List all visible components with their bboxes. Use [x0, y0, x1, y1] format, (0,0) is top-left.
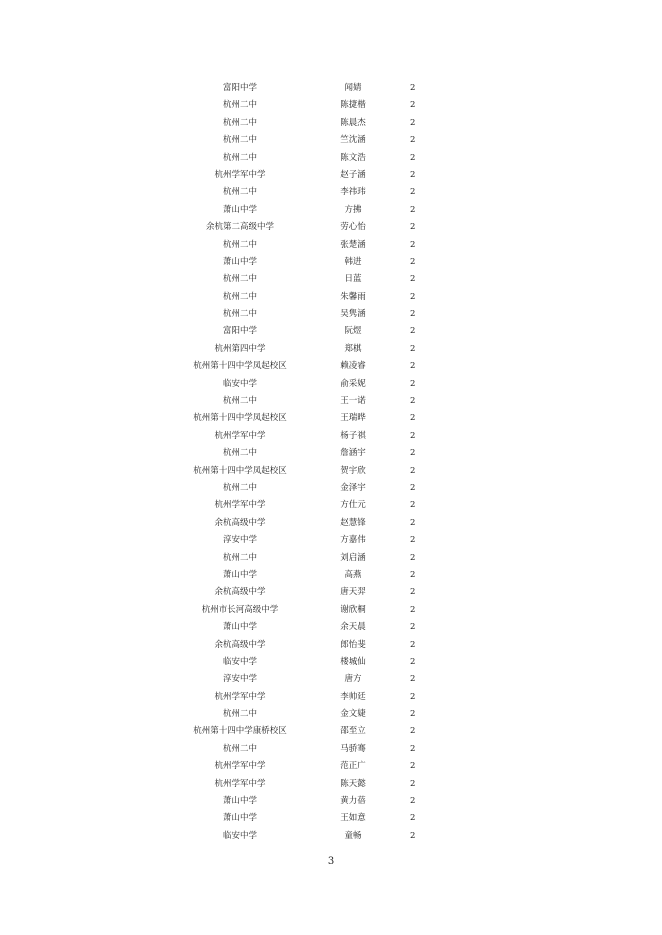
- school-cell: 杭州学军中学: [214, 778, 266, 789]
- name-cell: 金文婕: [340, 709, 366, 720]
- list-item: [0, 637, 662, 654]
- score-cell: 2: [410, 813, 416, 824]
- score-cell: 2: [410, 604, 416, 615]
- score-cell: 2: [410, 622, 416, 633]
- list-item: [0, 376, 662, 393]
- name-cell: 高燕: [344, 569, 362, 580]
- name-cell: 童畅: [344, 830, 362, 841]
- score-cell: 2: [410, 465, 416, 476]
- score-cell: 2: [410, 535, 416, 546]
- score-cell: 2: [410, 796, 416, 807]
- name-cell: 劳心怡: [340, 222, 366, 233]
- school-cell: 杭州二中: [222, 309, 258, 320]
- name-cell: 黄力蓓: [340, 796, 366, 807]
- school-cell: 临安中学: [222, 378, 258, 389]
- list-item: [0, 793, 662, 810]
- score-cell: 2: [410, 274, 416, 285]
- name-cell: 金泽宇: [340, 482, 366, 493]
- school-cell: 淳安中学: [222, 535, 258, 546]
- name-cell: 杨子祺: [340, 430, 366, 441]
- name-cell: 闻婧: [344, 83, 362, 93]
- score-cell: 2: [410, 639, 416, 650]
- school-cell: 杭州二中: [222, 448, 258, 459]
- name-cell: 王瑞晔: [340, 413, 366, 424]
- school-cell: 萧山中学: [222, 256, 258, 267]
- school-cell: 杭州二中: [222, 135, 258, 146]
- name-cell: 谢欣桐: [340, 604, 366, 615]
- score-cell: 2: [410, 709, 416, 720]
- score-cell: 2: [410, 761, 416, 772]
- list-item: [0, 567, 662, 584]
- list-item: [0, 550, 662, 567]
- school-cell: 杭州学军中学: [214, 691, 266, 702]
- score-cell: 2: [410, 343, 416, 354]
- list-item: [0, 741, 662, 758]
- name-cell: 陈文浩: [340, 152, 366, 163]
- score-cell: 2: [410, 204, 416, 215]
- list-item: [0, 410, 662, 427]
- list-item: [0, 289, 662, 306]
- score-cell: 2: [410, 326, 416, 337]
- list-item: [0, 306, 662, 323]
- list-item: [0, 393, 662, 410]
- school-cell: 余杭高级中学: [214, 639, 266, 650]
- name-cell: 詹涵宇: [340, 448, 366, 459]
- list-item: [0, 167, 662, 184]
- school-cell: 杭州二中: [222, 152, 258, 163]
- list-item: [0, 654, 662, 671]
- list-item: [0, 219, 662, 236]
- school-cell: 杭州第十四中学凤起校区: [193, 413, 287, 424]
- name-cell: 王一诺: [340, 396, 366, 407]
- score-cell: 2: [410, 291, 416, 302]
- score-cell: 2: [410, 552, 416, 563]
- results-list: [0, 80, 662, 845]
- name-cell: 李帅廷: [340, 691, 366, 702]
- school-cell: 杭州二中: [222, 239, 258, 250]
- score-cell: 2: [410, 430, 416, 441]
- list-item: [0, 723, 662, 740]
- list-item: [0, 358, 662, 375]
- school-cell: 余杭高级中学: [214, 587, 266, 598]
- score-cell: 2: [410, 413, 416, 424]
- school-cell: 杭州二中: [222, 482, 258, 493]
- list-item: [0, 671, 662, 688]
- list-item: [0, 689, 662, 706]
- school-cell: 杭州第十四中学凤起校区: [193, 361, 287, 372]
- name-cell: 陈捷楷: [340, 100, 366, 111]
- list-item: [0, 532, 662, 549]
- score-cell: 2: [410, 482, 416, 493]
- name-cell: 陈晨杰: [340, 117, 366, 128]
- school-cell: 杭州二中: [222, 274, 258, 285]
- score-cell: 2: [410, 517, 416, 528]
- name-cell: 方仕元: [340, 500, 366, 511]
- name-cell: 阮煜: [344, 326, 362, 337]
- list-item: [0, 810, 662, 827]
- score-cell: 2: [410, 778, 416, 789]
- score-cell: 2: [410, 656, 416, 667]
- score-cell: 2: [410, 830, 416, 841]
- school-cell: 淳安中学: [222, 674, 258, 685]
- list-item: [0, 706, 662, 723]
- list-item: [0, 497, 662, 514]
- school-cell: 萧山中学: [222, 204, 258, 215]
- list-item: [0, 323, 662, 340]
- list-item: [0, 758, 662, 775]
- school-cell: 余杭第二高级中学: [205, 222, 275, 233]
- list-item: [0, 428, 662, 445]
- list-item: [0, 115, 662, 132]
- list-item: [0, 619, 662, 636]
- list-item: [0, 584, 662, 601]
- name-cell: 方拂: [344, 204, 362, 215]
- list-item: [0, 271, 662, 288]
- name-cell: 楼城仙: [340, 656, 366, 667]
- score-cell: 2: [410, 726, 416, 737]
- list-item: [0, 828, 662, 845]
- school-cell: 杭州市长河高级中学: [201, 604, 279, 615]
- score-cell: 2: [410, 396, 416, 407]
- school-cell: 杭州二中: [222, 100, 258, 111]
- school-cell: 杭州学军中学: [214, 761, 266, 772]
- list-item: [0, 445, 662, 462]
- list-item: [0, 341, 662, 358]
- list-item: [0, 254, 662, 271]
- list-item: [0, 97, 662, 114]
- score-cell: 2: [410, 361, 416, 372]
- score-cell: 2: [410, 239, 416, 250]
- score-cell: 2: [410, 569, 416, 580]
- name-cell: 李祎玮: [340, 187, 366, 198]
- school-cell: 杭州二中: [222, 709, 258, 720]
- score-cell: 2: [410, 117, 416, 128]
- list-item: [0, 602, 662, 619]
- name-cell: 范正广: [340, 761, 366, 772]
- school-cell: 萧山中学: [222, 796, 258, 807]
- school-cell: 杭州二中: [222, 187, 258, 198]
- score-cell: 2: [410, 152, 416, 163]
- list-item: [0, 515, 662, 532]
- school-cell: 杭州二中: [222, 291, 258, 302]
- name-cell: 陈天懿: [340, 778, 366, 789]
- list-item: [0, 80, 662, 97]
- list-item: [0, 202, 662, 219]
- name-cell: 日蓝: [344, 274, 362, 285]
- name-cell: 朱馨雨: [340, 291, 366, 302]
- name-cell: 赵慧锋: [340, 517, 366, 528]
- score-cell: 2: [410, 691, 416, 702]
- school-cell: 杭州学军中学: [214, 430, 266, 441]
- score-cell: 2: [410, 222, 416, 233]
- name-cell: 郎怡斐: [340, 639, 366, 650]
- school-cell: 杭州学军中学: [214, 169, 266, 180]
- school-cell: 萧山中学: [222, 569, 258, 580]
- score-cell: 2: [410, 674, 416, 685]
- list-item: [0, 237, 662, 254]
- name-cell: 郑棋: [344, 343, 362, 354]
- school-cell: 杭州二中: [222, 396, 258, 407]
- list-item: [0, 132, 662, 149]
- name-cell: 唐方: [344, 674, 362, 685]
- name-cell: 马骄骞: [340, 743, 366, 754]
- list-item: [0, 480, 662, 497]
- school-cell: 杭州二中: [222, 552, 258, 563]
- score-cell: 2: [410, 378, 416, 389]
- score-cell: 2: [410, 83, 416, 93]
- name-cell: 吴隽涵: [340, 309, 366, 320]
- school-cell: 萧山中学: [222, 622, 258, 633]
- name-cell: 余天晨: [340, 622, 366, 633]
- name-cell: 赵子涵: [340, 169, 366, 180]
- name-cell: 方嘉伟: [340, 535, 366, 546]
- score-cell: 2: [410, 309, 416, 320]
- name-cell: 唐天羿: [340, 587, 366, 598]
- list-item: [0, 150, 662, 167]
- score-cell: 2: [410, 448, 416, 459]
- score-cell: 2: [410, 743, 416, 754]
- name-cell: 贺宇欣: [340, 465, 366, 476]
- score-cell: 2: [410, 587, 416, 598]
- school-cell: 杭州第四中学: [214, 343, 266, 354]
- school-cell: 杭州第十四中学凤起校区: [193, 465, 287, 476]
- school-cell: 富阳中学: [222, 326, 258, 337]
- list-item: [0, 463, 662, 480]
- score-cell: 2: [410, 256, 416, 267]
- name-cell: 俞采妮: [340, 378, 366, 389]
- school-cell: 杭州学军中学: [214, 500, 266, 511]
- score-cell: 2: [410, 187, 416, 198]
- school-cell: 杭州第十四中学康桥校区: [193, 726, 287, 737]
- name-cell: 张楚涵: [340, 239, 366, 250]
- score-cell: 2: [410, 100, 416, 111]
- name-cell: 王如意: [340, 813, 366, 824]
- name-cell: 刘启涵: [340, 552, 366, 563]
- school-cell: 杭州二中: [222, 117, 258, 128]
- list-item: [0, 184, 662, 201]
- school-cell: 富阳中学: [222, 83, 258, 93]
- page-number: 3: [327, 856, 335, 867]
- school-cell: 临安中学: [222, 830, 258, 841]
- name-cell: 韩进: [344, 256, 362, 267]
- list-item: [0, 776, 662, 793]
- school-cell: 临安中学: [222, 656, 258, 667]
- school-cell: 余杭高级中学: [214, 517, 266, 528]
- score-cell: 2: [410, 500, 416, 511]
- score-cell: 2: [410, 169, 416, 180]
- school-cell: 杭州二中: [222, 743, 258, 754]
- name-cell: 竺沈涵: [340, 135, 366, 146]
- name-cell: 赖凌睿: [340, 361, 366, 372]
- score-cell: 2: [410, 135, 416, 146]
- name-cell: 邵至立: [340, 726, 366, 737]
- school-cell: 萧山中学: [222, 813, 258, 824]
